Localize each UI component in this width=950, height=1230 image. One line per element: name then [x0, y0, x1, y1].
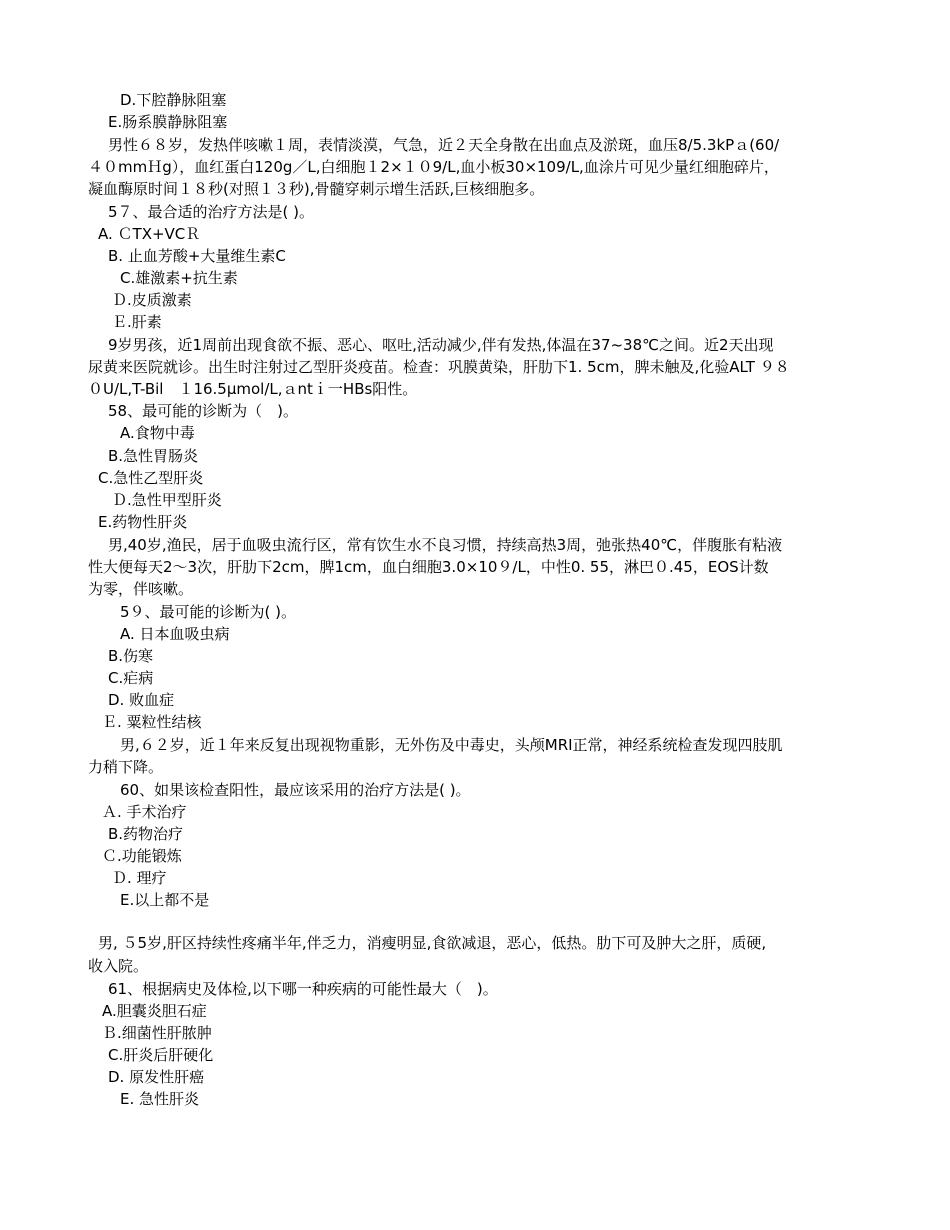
- case-text-line: 男,40岁,渔民，居于血吸虫流行区，常有饮生水不良习惯，持续高热3周，弛张热40℃，伴腹胀有粘液: [108, 536, 783, 554]
- question-61: 61、根据病史及体检,以下哪一种疾病的可能性最大（ )。: [108, 980, 498, 998]
- case-text-line: 为零，伴咳嗽。: [88, 580, 194, 598]
- option-e-q56: E.肠系膜静脉阻塞: [108, 113, 228, 131]
- option-a-q57: A. ＣTX+VCＲ: [98, 225, 201, 243]
- option-a-q61: A.胆囊炎胆石症: [102, 1002, 207, 1020]
- option-e-q59: Ｅ. 粟粒性结核: [102, 713, 202, 731]
- case-text-line: 9岁男孩，近1周前出现食欲不振、恶心、呕吐,活动减少,伴有发热,体温在37~38℃之间。近2天出现: [108, 336, 774, 354]
- option-e-q58: E.药物性肝炎: [98, 513, 188, 531]
- option-c-q58: C.急性乙型肝炎: [98, 469, 204, 487]
- case-text-line: 收入院。: [88, 957, 149, 975]
- case-text-line: 男性６８岁，发热伴咳嗽１周，表情淡漠，气急，近２天全身散在出血点及淤斑，血压8/5.3kPａ(60/: [108, 136, 780, 154]
- option-c-q57: C.雄激素+抗生素: [120, 269, 238, 287]
- question-60: 60、如果该检查阳性，最应该采用的治疗方法是( )。: [120, 781, 471, 799]
- option-a-q60: Ａ. 手术治疗: [102, 803, 187, 821]
- option-e-q57: Ｅ.肝素: [112, 313, 162, 331]
- option-e-q60: E.以上都不是: [120, 891, 210, 909]
- option-a-q59: A. 日本血吸虫病: [120, 625, 230, 643]
- case-text-line: ０U/L,T-Bil １16.5μmol/L,ａntｉ一HBs阳性。: [88, 380, 418, 398]
- case-text-line: 男, ５5岁,肝区持续性疼痛半年,伴乏力，消瘦明显,食欲减退，恶心，低热。肋下可及肿大之肝，质硬,: [98, 934, 767, 952]
- option-a-q58: A.食物中毒: [120, 424, 195, 442]
- option-b-q58: B.急性胃肠炎: [108, 447, 199, 465]
- option-c-q61: C.肝炎后肝硬化: [108, 1046, 214, 1064]
- case-text-line: 男,６２岁，近１年来反复出现视物重影，无外伤及中毒史，头颅MRI正常，神经系统检查发现四肢肌: [120, 736, 783, 754]
- question-59: 5９、最可能的诊断为( )。: [120, 603, 297, 621]
- option-d-q59: D. 败血症: [108, 691, 175, 709]
- option-d-q56: D.下腔静脉阻塞: [120, 91, 227, 109]
- option-e-q61: E. 急性肝炎: [120, 1090, 200, 1108]
- question-57: 5７、最合适的治疗方法是( )。: [108, 203, 315, 221]
- option-b-q59: B.伤寒: [108, 647, 154, 665]
- question-58: 58、最可能的诊断为（ )。: [108, 402, 298, 420]
- option-d-q57: Ｄ.皮质激素: [112, 291, 192, 309]
- case-text-line: 性大便每天2～3次，肝肋下2cm，脾1cm，血白细胞3.0×10９/L，中性0. 55，淋巴０.45，EOS计数: [88, 558, 769, 576]
- case-text-line: 尿黄来医院就诊。出生时注射过乙型肝炎疫苗。检查：巩膜黄染，肝肋下1. 5cm，脾未触及,化验ALT ９８: [88, 358, 790, 376]
- case-text-line: 凝血酶原时间１８秒(对照１３秒),骨髓穿刺示增生活跃,巨核细胞多。: [88, 180, 545, 198]
- option-b-q60: B.药物治疗: [108, 825, 184, 843]
- case-text-line: ４０mmＨg），血红蛋白120g／L,白细胞１2×１０9/L,血小板30×109/L,血涂片可见少量红细胞碎片，: [88, 158, 779, 176]
- option-c-q59: C.疟病: [108, 669, 154, 687]
- option-b-q57: B. 止血芳酸+大量维生素C: [108, 247, 286, 265]
- option-c-q60: Ｃ.功能锻炼: [102, 847, 182, 865]
- case-text-line: 力稍下降。: [88, 758, 164, 776]
- option-d-q61: D. 原发性肝癌: [108, 1068, 205, 1086]
- option-b-q61: Ｂ.细菌性肝脓肿: [102, 1024, 212, 1042]
- option-d-q58: Ｄ.急性甲型肝炎: [112, 491, 222, 509]
- option-d-q60: Ｄ. 理疗: [112, 869, 167, 887]
